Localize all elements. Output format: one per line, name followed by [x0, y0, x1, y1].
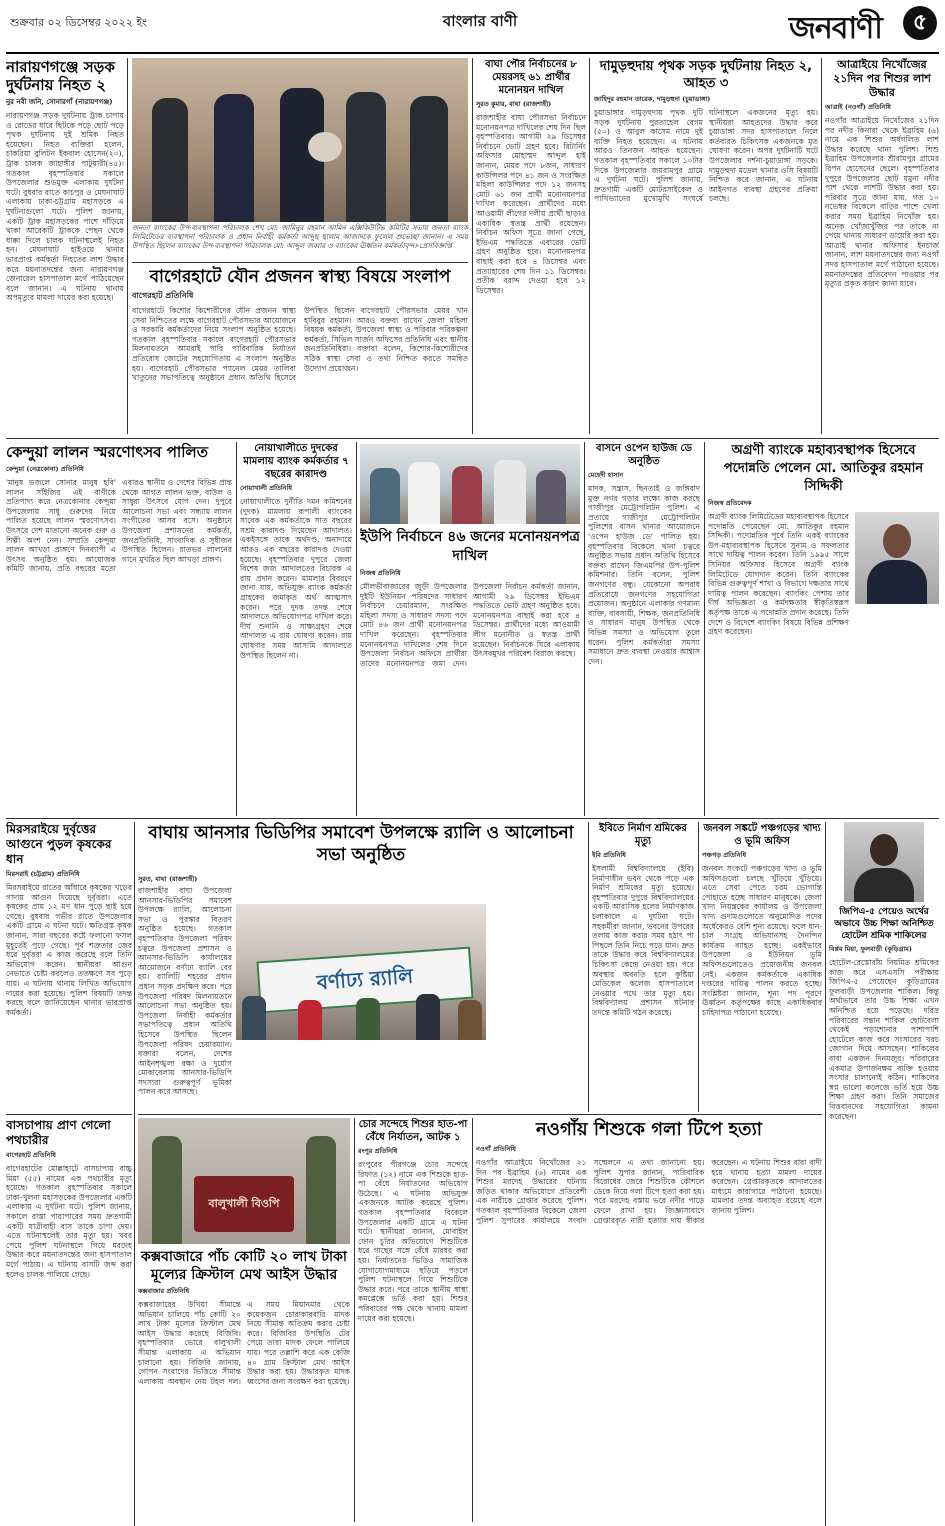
column-divider — [472, 1118, 473, 1522]
column-divider — [704, 442, 705, 816]
crowd-figure — [408, 462, 440, 524]
headline: বাঘায় আনসার ভিডিপির সমাবেশ উপলক্ষে র‍্যালি ও আলোচনা সভা অনুষ্ঠিত — [148, 823, 574, 865]
crowd-figure — [458, 1000, 482, 1040]
section-divider — [6, 438, 939, 439]
section-divider — [132, 262, 468, 263]
portrait-head — [883, 524, 911, 558]
crowd-figure — [452, 466, 482, 524]
article-body: মৌলভীবাজারের জুড়ী উপজেলার দুইটি ইউনিয়ন পরিষদের সাধারণ নির্বাচনে চেয়ারম্যান, সংরক্ষিত মহিলা সদস্য ও সাধারণ সদস্য পদে মোট ৪৬ জন প্রার্থী মনোনয়নপত্র দাখিল করেছেন। বৃহস্পতিবার মনোনয়নপত্র দাখিলের শেষ দিনে উপজেলা নির্বাচন অফিসে প্রার্থীরা তাদের মনোনয়নপত্র জমা দেন। উপজেলা নির্বাচন কর্মকর্তা জানান, আগামী ২৯ ডিসেম্বর ইভিএম পদ্ধতিতে ভোট গ্রহণ অনুষ্ঠিত হবে। মনোনয়নপত্র বাছাই করা হবে ৪ ডিসেম্বর। প্রার্থীদের মধ্যে আওয়ামী লীগ মনোনীত ও স্বতন্ত্র প্রার্থী রয়েছেন। নির্বাচনকে ঘিরে এলাকায় উৎসবমুখর পরিবেশ বিরাজ করছে। — [360, 582, 580, 668]
article-body: মিরসরাইয়ে রাতের আঁধারে কৃষকের খড়ের গাদায় আগুন দিয়েছে দুর্বৃত্তরা। এতে কৃষকের প্রায় ১২ মণ ধান পুড়ে ছাই হয়ে গেছে। বুধবার গভীর রাতে উপজেলার একটি গ্রামে এ ঘটনা ঘটে। ক্ষতিগ্রস্ত কৃষক জানান, সারা বছরের কষ্টে ফলানো ফসল মুহূর্তেই পুড়ে গেছে। পূর্ব শত্রুতার জের ধরে দুর্বৃত্তরা এ কাজ করেছে বলে তিনি অভিযোগ করেন। স্থানীয়রা আগুন নেভাতে চেষ্টা করলেও ততক্ষণে সব পুড়ে যায়। এ ঘটনায় থানায় লিখিত অভিযোগ দায়ের করা হয়েছে। পুলিশ বিষয়টি তদন্ত করছে বলে জানিয়েছেন থানার ভারপ্রাপ্ত কর্মকর্তা। — [6, 883, 132, 1017]
logo-text: জনবাণী — [789, 11, 882, 46]
byline: নিজস্ব প্রতিনিধি — [360, 569, 401, 577]
article-body: নওগাঁর আত্রাইয়ে নিখোঁজের ২১দিন পর নদীর কিনারা থেকে ইব্রাহিম (৬) নামে এক শিশুর অর্ধগলিত লাশ উদ্ধার করেছে থানা পুলিশ। শিশু ইব্রাহিম উপজেলার শ্রীরামপুর গ্রামের রিপন হোসেনের ছেলে। বৃহস্পতিবার দুপুরে উপজেলার ছোট যমুনা নদীর পাশ থেকে লাশটি উদ্ধার করা হয়। পরিবার সূত্রে জানা যায়, গত ১০ নভেম্বর বিকেলে বাড়ির পাশে খেলা করার সময় ইব্রাহিম নিখোঁজ হয়। অনেক খোঁজাখুঁজির পর তাকে না পেয়ে থানায় সাধারণ ডায়েরি করা হয়। আত্রাই থানার অফিসার ইনচার্জ জানান, লাশ ময়নাতদন্তের জন্য নওগাঁ সদর হাসপাতাল মর্গে পাঠানো হয়েছে। ময়নাতদন্তের প্রতিবেদন পাওয়ার পর মৃত্যুর প্রকৃত কারণ জানা যাবে। — [825, 116, 939, 289]
article-body: কক্সবাজারের উখিয়া সীমান্তে অভিযান চালিয়ে পাঁচ কোটি ২০ লাখ টাকা মূল্যের ক্রিস্টাল মেথ আইস উদ্ধার করেছে বিজিবি। বৃহস্পতিবার ভোরে বালুখালী সীমান্ত এলাকায় এ অভিযান চালানো হয়। বিজিবি জানায়, গোপন সংবাদের ভিত্তিতে সীমান্ত এলাকায় অবস্থান নেয় টহল দল। এ সময় মিয়ানমার থেকে কয়েকজন চোরাকারবারি মাদক নিয়ে সীমান্ত অতিক্রম করার চেষ্টা করে। বিজিবির উপস্থিতি টের পেয়ে তারা মাদক ফেলে পালিয়ে যায়। পরে তল্লাশি করে এক কেজি ৪০ গ্রাম ক্রিস্টাল মেথ আইস উদ্ধার করা হয়। উদ্ধারকৃত মাদক ধ্বংসের জন্য সংরক্ষণ করা হয়েছে। — [138, 1300, 350, 1386]
masthead-rule — [6, 52, 939, 54]
article-body: অগ্রণী ব্যাংক লিমিটেডের মহাব্যবস্থাপক হিসেবে পদোন্নতি পেয়েছেন মো. আতিকুর রহমান সিদ্দিকী। পদোন্নতির পূর্বে তিনি একই ব্যাংকের উপ-মহাব্যবস্থাপক হিসেবে সুনাম ও সফলতার সাথে দায়িত্ব পালন করেন। তিনি ১৯৯৫ সালে সিনিয়র অফিসার হিসেবে অগ্রণী ব্যাংক লিমিটেডে যোগদান করেন। তিনি ব্যাংকের বিভিন্ন গুরুত্বপূর্ণ শাখা ও বিভাগে দক্ষতার সাথে দায়িত্ব পালন করেছেন। ব্যাংকিং পেশায় তার দীর্ঘ অভিজ্ঞতা ও কর্মদক্ষতার স্বীকৃতিস্বরূপ কর্তৃপক্ষ তাকে এ পদোন্নতি প্রদান করেছে। তিনি দেশে ও বিদেশে ব্যাংকিং বিষয়ে বিভিন্ন প্রশিক্ষণ গ্রহণ করেছেন। — [708, 512, 849, 637]
crowd-figure — [356, 998, 380, 1040]
newspaper-logo — [787, 4, 937, 46]
byline: বাগেরহাট প্রতিনিধি — [6, 1151, 56, 1159]
article-damurhuda-accident — [594, 58, 818, 434]
headline: বাগেরহাটে যৌন প্রজনন স্বাস্থ্য বিষয়ে সংলাপ — [149, 267, 451, 287]
column-divider — [589, 58, 590, 434]
photo-bgb-seizure — [138, 1118, 350, 1244]
crowd-figure — [416, 994, 440, 1040]
column-divider — [356, 442, 357, 816]
article-body: জনবল সংকটে পঞ্চগড়ের খাদ্য ও ভূমি অফিসগুলো চলছে খুঁড়িয়ে খুঁড়িয়ে। এতে সেবা পেতে চরম ভোগান্তি পোহাতে হচ্ছে সাধারণ মানুষকে। জেলা খাদ্য নিয়ন্ত্রকের কার্যালয় ও উপজেলা খাদ্য গুদামগুলোতে অনুমোদিত পদের অর্ধেকেরও বেশি শূন্য রয়েছে। ফলে ধান-চাল সংগ্রহ অভিযানসহ দৈনন্দিন কার্যক্রম ব্যাহত হচ্ছে। একইভাবে উপজেলা ও ইউনিয়ন ভূমি অফিসগুলোতেও প্রয়োজনীয় জনবল নেই। একজন কর্মকর্তাকে একাধিক দপ্তরের দায়িত্ব পালন করতে হচ্ছে। সংশ্লিষ্টরা জানান, শূন্য পদ পূরণে ঊর্ধ্বতন কর্তৃপক্ষের কাছে একাধিকবার চাহিদাপত্র পাঠানো হয়েছে। — [702, 864, 822, 1017]
article-body: বাগেরহাটে কিশোর কিশোরীদের যৌন প্রজনন স্বাস্থ্য সেবা নিশ্চিতের লক্ষে বাগেরহাট পৌরসভার আয়োজনে ও সরকারি কর্মকর্তাদের নিয়ে সংলাপ অনুষ্ঠিত হয়েছে। গতকাল বৃহস্পতিবার সকালে বাগেরহাট পৌরসভার মিলনায়তনে আমরাই পারি পারিবারিক নির্যাতন প্রতিরোধ জোটের সহযোগিতায় এ সংলাপ অনুষ্ঠিত হয়। বাগেরহাট পৌরসভার প্যানেল মেয়র তালিবা খাতুনের সভাপতিত্বে অনুষ্ঠানে প্রধান অতিথি হিসেবে উপস্থিত ছিলেন বাগেরহাট পৌরসভার মেয়র খান হাবিবুর রহমান। আরও বক্তব্য রাখেন জেলা মহিলা বিষয়ক কর্মকর্তা, উপজেলা স্বাস্থ্য ও পরিবার পরিকল্পনা কর্মকর্তা, সিভিল সার্জন অফিসের প্রতিনিধি এবং স্থানীয় জনপ্রতিনিধিরা। বক্তারা বলেন, কিশোর-কিশোরীদের সঠিক স্বাস্থ্য সেবা ও তথ্য নিশ্চিত করতে সমন্বিত উদ্যোগ প্রয়োজন। — [132, 306, 468, 383]
article-body: হোটেল-রেস্তোরাঁয় নিয়মিত শ্রমিকের কাজ করে এসএসসি পরীক্ষায় জিপিএ-৫ পেয়েছেন কুড়িগ্রামের ফুলবাড়ী উপজেলার শাকিল। কিন্তু অর্থাভাবে তার উচ্চ শিক্ষা এখন অনিশ্চিত হয়ে পড়েছে। দরিদ্র পরিবারের সন্তান শাকিল ছোটবেলা থেকেই পড়াশোনার পাশাপাশি হোটেলে কাজ করে সংসারের খরচ জোগান দিয়ে আসছেন। শাকিলের বাবা একজন দিনমজুর। পরিবারের একমাত্র উপার্জনক্ষম ব্যক্তি হওয়ায় সংসার চালানোই কঠিন। শাকিলের স্বপ্ন ভালো কলেজে ভর্তি হয়ে উচ্চ শিক্ষা গ্রহণ করা। তিনি সমাজের বিত্তবানদের সহযোগিতা কামনা করেছেন। — [829, 958, 939, 1121]
person-figure — [346, 92, 386, 222]
section-divider — [138, 1114, 822, 1115]
byline: বিপ্লব মিয়া, ফুলবাড়ী (কুড়িগ্রাম) — [829, 945, 912, 953]
page-number: ৫ — [912, 10, 928, 35]
crowd-figure — [494, 460, 526, 524]
byline: নুর নবী জনি, সোনারগাঁ (নারায়ণগঞ্জ) — [6, 97, 113, 106]
issue-date: শুক্রবার ০২ ডিসেম্বর ২০২২ ইং — [10, 16, 147, 29]
byline: পঞ্চগড় প্রতিনিধি — [702, 851, 747, 859]
crowd-figure — [298, 1000, 322, 1040]
headline: বাসনে ওপেন হাউজ ডে অনুষ্ঠিত — [596, 443, 692, 467]
section-title: বাংলার বাণী — [442, 12, 518, 30]
byline: মিরসরাই (চট্টগ্রাম) প্রতিনিধি — [6, 870, 80, 878]
crowd-figure — [536, 470, 566, 524]
page-number-badge — [903, 6, 937, 40]
person-figure — [214, 94, 254, 222]
article-body: মাদক, সন্ত্রাস, ছিনতাই ও জঙ্গিবাদ মুক্ত নগর গড়ার লক্ষ্যে কাজ করছে গাজীপুর মেট্রোপলিটন পুলিশ। এ প্রত্যয়ে গাজীপুর মেট্রোপলিটন পুলিশের বাসন থানার আয়োজনে 'ওপেন হাউজ ডে' পালিত হয়। বৃহস্পতিবার বিকেলে থানা চত্বরে অনুষ্ঠিত সভায় প্রধান অতিথি হিসেবে বক্তব্য রাখেন জিএমপির উপ-পুলিশ কমিশনার। তিনি বলেন, পুলিশ জনগণের বন্ধু। যেকোনো অপরাধ প্রতিরোধে জনগণের সহযোগিতা প্রয়োজন। অনুষ্ঠানে এলাকার গণমান্য ব্যক্তি, ব্যবসায়ী, শিক্ষক, জনপ্রতিনিধি ও সাধারণ মানুষ উপস্থিত থেকে বিভিন্ন সমস্যা ও অভিযোগ তুলে ধরেন। পুলিশ কর্মকর্তারা সমস্যা সমাধানে দ্রুত ব্যবস্থা নেওয়ার আশ্বাস দেন। — [588, 484, 700, 666]
headline: ইবিতে নির্মাণ শ্রমিকের মৃত্যু — [599, 823, 687, 847]
photo-bank-ceremony — [132, 58, 468, 222]
column-divider — [825, 822, 826, 1526]
person-figure — [410, 96, 448, 222]
article-narayanganj-accident — [6, 58, 124, 434]
headline: নওগাঁয় শিশুকে গলা টিপে হত্যা — [535, 1119, 763, 1140]
photo-ansar-rally — [236, 904, 486, 1040]
article-basan-open-house — [588, 442, 700, 816]
byline: নিজস্ব প্রতিবেদক — [708, 499, 752, 507]
column-divider — [236, 442, 237, 816]
headline: জনবল সঙ্কটে পঞ্চগড়ের খাদ্য ও ভূমি অফিস — [703, 823, 821, 847]
byline: জাহিদুর রহমান তারেক, দামুড়হুদা (চুয়াডাঙ্গা) — [594, 95, 711, 103]
article-rangpur-child-torture — [358, 1118, 468, 1522]
headline: কক্সবাজারে পাঁচ কোটি ২০ লাখ টাকা মূল্যের ক্রিস্টাল মেথ আইস উদ্ধার — [141, 1249, 347, 1283]
column-divider — [698, 822, 699, 1112]
banner-text: বর্ণাঢ্য র‍্যালি — [316, 963, 414, 995]
article-body: নারায়ণগঞ্জ সড়ক দুর্ঘটনায় ট্রাক চাপায় ও রোডের ধারে ছিটকে পড়ে ছোট পড়ে পৃথক দুর্ঘটনায় দুই শ্রমিক নিহত হয়েছেন। নিহত ব্যক্তিরা হলেন, চাকরিয়া বুলিটন ইকবাল হোসেন(২০), ট্রাক চালক জাহাঙ্গীর পাটুয়ারী(৪৫)। গতকাল বৃহস্পতিবার সকালে উপজেলার শুভমুক্ত এলাকায় দুর্ঘটনা ঘটে। বুধবার রাতে কাচপুর ও মেঘনাঘাট এলাকায় ঢাকা-চট্টগ্রাম মহাসড়কে এ দুর্ঘটনাগুলো ঘটে। পুলিশ জানায়, একটি ট্রাক মহাসড়কের পাশে দাঁড়িয়ে থাকা আরেকটি ট্রাককে পেছন থেকে ধাক্কা দিলে চালক ঘটনাস্থলেই নিহত হন। মেঘনাঘাট হাইওয়ে থানার ভারপ্রাপ্ত কর্মকর্তা নিহতের লাশ উদ্ধার করে ময়নাতদন্তের জন্য নারায়ণগঞ্জ জেনারেল হাসপাতাল মর্গে পাঠিয়েছেন বলে জানান। এ ঘটনায় থানায় অপমৃত্যুর মামলা দায়ের করা হয়েছে। — [6, 111, 124, 303]
headline: দামুড়হুদায় পৃথক সড়ক দুর্ঘটনায় নিহত ২, আহত ৩ — [599, 59, 813, 91]
article-body: 'মানুষ ভজলে সোনার মানুষ হবি' লালন সাঁইজির এই বাণীকে প্রতিপাদ্য করে নেত্রকোনার কেন্দুয়া উপজেলায় সাধু গুরুদের নিয়ে পালিত হয়েছে লালন স্মরণোৎসব। উৎসবে দেশ মাতানো অনেক গুরু ও শিল্পী অংশ নেন। সম্প্রতি কেন্দুয়া লালন আখড়া প্রাঙ্গণে দিনব্যাপী এ উৎসব অনুষ্ঠিত হয়। আয়োজক কমিটি জানায়, প্রতি বছরের মতো এবারও স্থানীয় ও দেশের বিভিন্ন প্রান্ত থেকে আগত লালন ভক্ত, বাউল ও সাধুরা উৎসবে যোগ দেন। দুপুরে আলোচনা সভা এবং সন্ধ্যায় লালন সংগীতের আসর বসে। অনুষ্ঠানে উপজেলা প্রশাসনের কর্মকর্তা, জনপ্রতিনিধি, সাংবাদিক ও সুধীজন উপস্থিত ছিলেন। রাতভর লালনের গানে মুখরিত ছিল আখড়া প্রাঙ্গণ। — [6, 478, 232, 574]
article-body: রাজশাহীর বাঘা পৌরসভা নির্বাচনে মনোনয়নপত্র দাখিলের শেষ দিন ছিল বৃহস্পতিবার। আগামী ২৯ ডিসেম্বর নির্বাচনে ভোট গ্রহণ হবে। রিটার্নিং অফিসার মোহাম্মদ আব্দুল হাই জানান, মেয়র পদে ৮জন, সাধারণ কাউন্সিলর পদে ৪১ জন ও সংরক্ষিত মহিলা কাউন্সিলর পদে ১২ জনসহ মোট ৬১ জন প্রার্থী মনোনয়নপত্র দাখিল করেছেন। প্রার্থীদের মধ্যে আওয়ামী লীগের দলীয় প্রার্থী ছাড়াও একাধিক স্বতন্ত্র প্রার্থী রয়েছেন। নির্বাচন অফিস সূত্রে জানা গেছে, ইভিএম পদ্ধতিতে এবারের ভোট গ্রহণ অনুষ্ঠিত হবে। মনোনয়নপত্র বাছাই করা হবে ৪ ডিসেম্বর এবং প্রত্যাহারের শেষ দিন ১১ ডিসেম্বর। প্রতীক বরাদ্দ দেওয়া হবে ১২ ডিসেম্বর। — [476, 113, 586, 295]
portrait-head — [870, 834, 898, 866]
portrait-body — [854, 868, 914, 902]
crowd-figure — [242, 996, 266, 1040]
article-mirsarai-fire — [6, 822, 132, 1112]
section-divider — [6, 818, 939, 819]
article-iu-worker-death — [592, 822, 694, 1112]
headline: আত্রাইয়ে নিখোঁজের ২১দিন পর শিশুর লাশ উদ্ধার — [833, 58, 931, 99]
byline: বাগেরহাট প্রতিনিধি — [132, 290, 194, 300]
headline: অগ্রণী ব্যাংকে মহাব্যবস্থাপক হিসেবে পদোন্নতি পেলেন মো. আতিকুর রহমান সিদ্দিকী — [723, 443, 924, 494]
byline: সুরত কুমার, বাঘা (রাজশাহী) — [476, 100, 552, 108]
headline: বাসচাপায় প্রাণ গেলো পথচারীর — [6, 1118, 111, 1147]
bgb-sign — [194, 1176, 294, 1232]
sign-text: বালুখালী বিওপি — [208, 1197, 280, 1210]
headline: জিপিএ-৫ পেয়েও অর্থের অভাবে উচ্চ শিক্ষা অনিশ্চিত হোটেল শ্রমিক শাকিলের — [834, 907, 934, 941]
portrait-photo — [844, 822, 924, 902]
headline: নোয়াখালীতে দুদকের মামলায় ব্যাংক কর্মকর্তার ৭ বছরের কারাদণ্ড — [243, 443, 349, 480]
crowd-figure — [370, 468, 400, 524]
portrait-photo — [855, 512, 939, 604]
headline: মিরসরাইয়ে দুর্বৃত্তের আগুনে পুড়ল কৃষকের ধান — [6, 822, 112, 866]
article-body: নওগাঁর আত্রাইয়ে নিখোঁজের ২১ দিন পর ইব্রাহিম (৬) নামের এক শিশুর মরদেহ উদ্ধারের ঘটনায় জড়িত থাকার অভিযোগে প্রতিবেশী এক নারীকে গ্রেপ্তার করেছে পুলিশ। গতকাল বৃহস্পতিবার বিকেলে জেলা পুলিশ সুপারের কার্যালয়ে সংবাদ সম্মেলনে এ তথ্য জানানো হয়। পুলিশ সুপার জানান, পারিবারিক বিরোধের জেরে শিশুটিকে কৌশলে ডেকে নিয়ে গলা টিপে হত্যা করা হয়। পরে মরদেহ বস্তায় ভরে নদীর পাড়ে ফেলে রাখা হয়। জিজ্ঞাসাবাদে গ্রেপ্তারকৃত নারী হত্যার দায় স্বীকার করেছেন। এ ঘটনায় শিশুর বাবা বাদী হয়ে থানায় হত্যা মামলা দায়ের করেছেন। গ্রেপ্তারকৃতকে আদালতের মাধ্যমে কারাগারে পাঠানো হয়েছে। মামলার তদন্ত অব্যাহত রয়েছে বলে জানায় পুলিশ। — [476, 1158, 822, 1225]
article-coxsbazar-meth — [138, 1248, 350, 1522]
article-body: ইসলামী বিশ্ববিদ্যালয়ে (ইবি) নির্মাণাধীন ভবন থেকে পড়ে এক নির্মাণ শ্রমিকের মৃত্যু হয়েছে। বৃহস্পতিবার দুপুরে বিশ্ববিদ্যালয়ের একটি আবাসিক হলের নির্মাণকাজ চলাকালে এ দুর্ঘটনা ঘটে। সহকর্মীরা জানান, ভবনের উপরের তলায় কাজ করার সময় হঠাৎ পা পিছলে তিনি নিচে পড়ে যান। দ্রুত তাকে উদ্ধার করে বিশ্ববিদ্যালয়ের চিকিৎসা কেন্দ্রে নেওয়া হয়। পরে অবস্থার অবনতি হলে কুষ্টিয়া মেডিকেল কলেজ হাসপাতালে নেওয়ার পথে তার মৃত্যু হয়। বিশ্ববিদ্যালয় প্রশাসন ঘটনার তদন্তে কমিটি গঠন করেছে। — [592, 864, 694, 1017]
headline: নারায়ণগঞ্জে সড়ক দুর্ঘটনায় নিহত ২ — [6, 58, 115, 94]
byline: মেহেদী হাসান — [588, 471, 624, 479]
portrait-body — [867, 560, 927, 604]
byline: কক্সবাজার প্রতিনিধি — [138, 1287, 190, 1295]
article-bagha-nomination — [476, 58, 586, 434]
headline: কেন্দুয়া লালন স্মরণোৎসব পালিত — [6, 443, 208, 461]
soldier-figure — [152, 1136, 182, 1244]
article-body: রাজশাহীর বাঘা উপজেলা আনসার-ভিডিপির সমাবেশ উপলক্ষে র‍্যালি, আলোচনা সভা ও পুরস্কার বিতরণ অনুষ্ঠিত হয়েছে। গতকাল বৃহস্পতিবার উপজেলা পরিষদ চত্বরে উপজেলা প্রশাসন ও আনসার-ভিডিপি কার্যালয়ের আয়োজনে বর্ণাঢ্য র‍্যালি বের হয়। র‍্যালিটি শহরের প্রধান প্রধান সড়ক প্রদক্ষিণ করে। পরে উপজেলা পরিষদ মিলনায়তনে আলোচনা সভা অনুষ্ঠিত হয়। উপজেলা নির্বাহী কর্মকর্তার সভাপতিত্বে প্রধান অতিথি হিসেবে উপস্থিত ছিলেন উপজেলা পরিষদ চেয়ারম্যান। বক্তারা বলেন, দেশের আইনশৃঙ্খলা রক্ষা ও দুর্যোগ মোকাবেলায় আনসার-ভিডিপি সদস্যরা গুরুত্বপূর্ণ ভূমিকা পালন করে আসছে। — [138, 886, 232, 1097]
article-bagerhat-dialogue — [132, 266, 468, 434]
article-body: নোয়াখালীতে দুর্নীতি দমন কমিশনের (দুদক) মামলায় রূপালী ব্যাংকের সাবেক এক কর্মকর্তাকে সাত বছরের সশ্রম কারাদণ্ড দিয়েছেন আদালত। একইসঙ্গে তাকে অর্থদণ্ড, অনাদায়ে আরও এক বছরের কারাদণ্ড দেওয়া হয়েছে। বৃহস্পতিবার দুপুরে জেলা বিশেষ জজ আদালতের বিচারক এ রায় প্রদান করেন। মামলার বিবরণে জানা যায়, অভিযুক্ত ব্যাংক কর্মকর্তা গ্রাহকের জমাকৃত অর্থ আত্মসাৎ করেন। পরে দুদক তদন্ত শেষে আদালতে অভিযোগপত্র দাখিল করে। দীর্ঘ শুনানি ও সাক্ষ্যগ্রহণ শেষে আদালত এ রায় ঘোষণা করেন। রায় ঘোষণার সময় আসামি আদালতে উপস্থিত ছিলেন না। — [240, 497, 352, 660]
byline: সুরত, বাঘা (রাজশাহী) — [138, 875, 198, 883]
article-agrani-promotion — [708, 442, 939, 816]
byline: আত্রাই (নওগাঁ) প্রতিনিধি — [825, 103, 891, 111]
article-panchagarh-staff-shortage — [702, 822, 822, 1112]
flower-bouquet — [308, 132, 342, 162]
column-divider — [584, 442, 585, 816]
column-divider — [127, 58, 128, 434]
headline: চোর সন্দেহে শিশুর হাত-পা বেঁধে নির্যাতন, আটক ১ — [358, 1119, 468, 1143]
article-naogaon-child-murder — [476, 1118, 822, 1522]
column-divider — [588, 822, 589, 1112]
byline: নোয়াখালী প্রতিনিধি — [240, 484, 293, 492]
person-figure — [152, 98, 188, 222]
byline: ইবি প্রতিনিধি — [592, 851, 626, 859]
article-kendua-lalon — [6, 442, 232, 816]
photo-up-nomination — [360, 444, 580, 524]
article-noakhali-verdict — [240, 442, 352, 816]
article-body: চুয়াডাঙ্গার দামুড়হুদায় পৃথক দুটি সড়ক দুর্ঘটনায় পুরতাহেল বেগম (৫০) ও আবুল কাসেম নামে দুই ব্যক্তি নিহত হয়েছেন। এ ঘটনায় আরও তিনজন আহত হয়েছেন। গতকাল বৃহস্পতিবার সকালে ১০টার দিকে উপজেলার জয়রামপুর গ্রামে এ দুর্ঘটনা ঘটে। পুলিশ জানায়, দ্রুতগামী একটি মোটরসাইকেল ও পাখিভ্যানের মুখোমুখি সংঘর্ষে ঘটনাস্থলে একজনের মৃত্যু হয়। স্থানীয়রা আহতদের উদ্ধার করে চুয়াডাঙ্গা সদর হাসপাতালে নিলে কর্তব্যরত চিকিৎসক একজনকে মৃত ঘোষণা করেন। অপর দুর্ঘটনাটি ঘটে উপজেলার দর্শনা-চুয়াডাঙ্গা সড়কে। দামুড়হুদা মডেল থানার ওসি বিষয়টি নিশ্চিত করে জানান, এ ঘটনায় আইনগত ব্যবস্থা গ্রহণের প্রক্রিয়া চলছে। — [594, 108, 818, 204]
article-body: বাগেরহাটের মোল্লাহাটে বাসচাপায় বাচ্চু মিয়া (৫৫) নামের এক পথচারীর মৃত্যু হয়েছে। গতকাল বৃহস্পতিবার সকালে ঢাকা-খুলনা মহাসড়কের উপজেলার একটি এলাকায় এ দুর্ঘটনা ঘটে। পুলিশ জানায়, সকালে রাস্তা পারাপারের সময় দ্রুতগামী একটি যাত্রীবাহী বাস তাকে চাপা দেয়। এতে ঘটনাস্থলেই তার মৃত্যু হয়। খবর পেয়ে পুলিশ ঘটনাস্থলে গিয়ে মরদেহ উদ্ধার করে ময়নাতদন্তের জন্য হাসপাতাল মর্গে পাঠায়। এ ঘটনায় বাসটি জব্দ করা হলেও চালক পালিয়ে গেছে। — [6, 1164, 132, 1279]
article-up-nomination — [360, 528, 580, 816]
headline: ইউপি নির্বাচনে ৪৬ জনের মনোনয়নপত্র দাখিল — [360, 529, 580, 564]
column-divider — [821, 58, 822, 434]
section-divider — [6, 1114, 132, 1115]
article-bus-pedestrian — [6, 1118, 132, 1522]
article-bagha-ansar-rally — [138, 822, 584, 870]
article-body: রংপুরের পীরগঞ্জে চোর সন্দেহে রিফাত (১২) নামে এক শিশুকে হাত-পা বেঁধে নির্যাতনের অভিযোগ উঠেছে। এ ঘটনায় অভিযুক্ত একজনকে আটক করেছে পুলিশ। গতকাল বৃহস্পতিবার বিকেলে উপজেলার একটি গ্রামে এ ঘটনা ঘটে। স্থানীয়রা জানান, মোবাইল ফোন চুরির অভিযোগে শিশুটিকে ধরে গাছের সঙ্গে বেঁধে মারধর করা হয়। নির্যাতনের ভিডিও সামাজিক যোগাযোগমাধ্যমে ছড়িয়ে পড়লে পুলিশ ঘটনাস্থলে গিয়ে শিশুটিকে উদ্ধার করে। পরে তাকে স্থানীয় স্বাস্থ্য কমপ্লেক্সে ভর্তি করা হয়। শিশুর পরিবারের পক্ষ থেকে থানায় মামলা দায়ের করা হয়েছে। — [358, 1160, 468, 1323]
soldier-figure — [306, 1136, 336, 1244]
headline: বাঘা পৌর নির্বাচনের ৮ মেয়রসহ ৬১ প্রার্থীর মনোনয়ন দাখিল — [485, 59, 577, 96]
photo-caption: জনতা ব্যাংকের উপ-ব্যবস্থাপনা পরিচালক শেখ মো: জামিনুর রহমান আমিন এক্সিকিউটিভ কমিটির সভায় জনতা ব্যাংক লিমিটেডের ব্যবস্থাপনা পরিচালক ও প্রধান নির্বাহী কর্মকর্তা আব্দুছ ছালাম আজাদকে ফুলেল শুভেচ্ছা জানান। এ সময় উপস্থিত ছিলেন ব্যাংকের উপ-ব্যবস্থাপনা পরিচালক মো: আব্দুল জব্বার ও ব্যাংকের ঊর্ধ্বতন কর্মকর্তাবৃন্দ।-প্রেসবিজ্ঞপ্তি — [132, 224, 468, 250]
byline: রংপুর প্রতিনিধি — [358, 1147, 398, 1155]
masthead — [0, 0, 945, 52]
column-divider — [472, 58, 473, 434]
column-divider — [134, 822, 135, 1526]
column-divider — [354, 1118, 355, 1522]
byline: নওগাঁ প্রতিনিধি — [476, 1145, 516, 1153]
byline: কেন্দুয়া (নেত্রকোনা) প্রতিনিধি — [6, 465, 84, 473]
article-shakil-education — [829, 822, 939, 1522]
article-atrai-body-recovered — [825, 58, 939, 434]
